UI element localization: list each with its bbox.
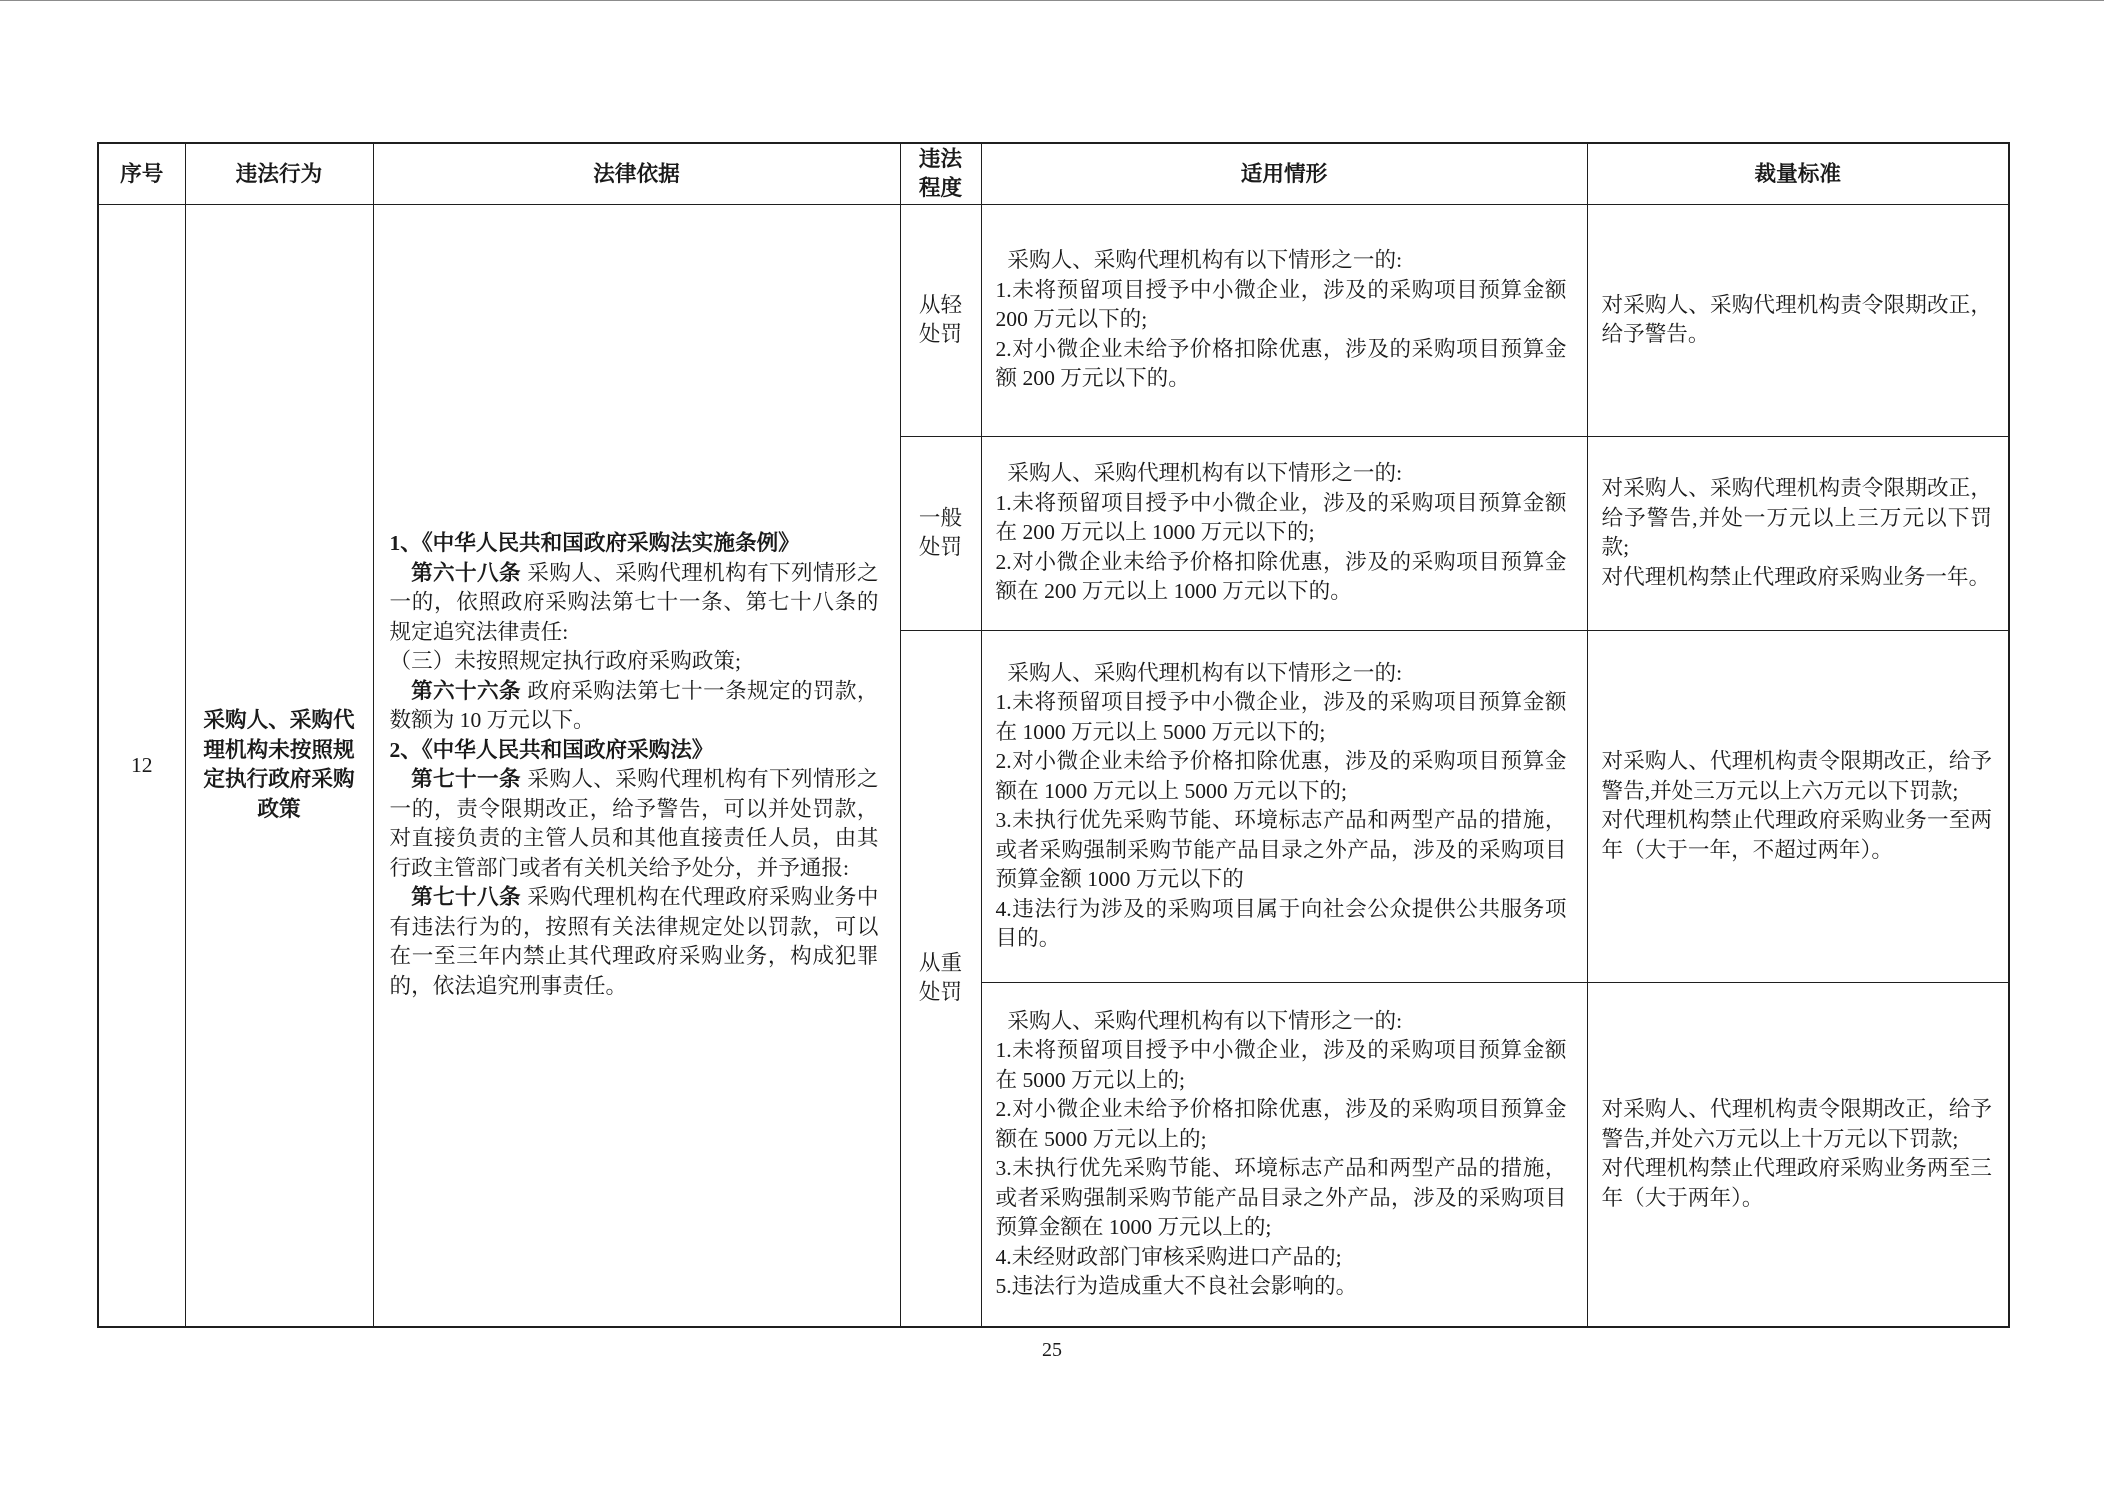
penalty-discretion-table: [97, 142, 2010, 1328]
header-degree: 违法程度: [900, 143, 981, 204]
article-number: 第七十一条: [411, 767, 521, 792]
article-number: 第七十八条: [411, 885, 521, 910]
legal-clause: （三）未按照规定执行政府采购政策;: [389, 649, 742, 674]
article-number: 第六十八条: [411, 560, 521, 585]
article-text: 采购人、采购代理机构有下列情形之一的，责令限期改正，给予警告，可以并处罚款，对直接负责的主管人员和其他直接责任人员，由其行政主管部门或者有关机关给予处分，并予通报:: [389, 767, 879, 880]
situation-intro: 采购人、采购代理机构有以下情形之一的:: [1007, 1008, 1403, 1033]
situation-item: 1.未将预留项目授予中小微企业，涉及的采购项目预算金额在 200 万元以上 1000 万元以下的;: [995, 490, 1567, 545]
legal-basis-cell: [373, 204, 900, 1327]
item-violation-cell: [185, 204, 373, 1327]
degree-cell-light: [900, 204, 981, 436]
item-violation: 采购人、采购代理机构未按照规定执行政府采购政策: [203, 708, 355, 821]
situation-item: 2.对小微企业未给予价格扣除优惠，涉及的采购项目预算金额在 200 万元以上 1000 万元以下的。: [995, 549, 1567, 604]
table-header-row: [98, 143, 2009, 204]
degree-label: 从重处罚: [918, 950, 963, 1005]
article-number: 第六十六条: [411, 678, 521, 703]
standard-item: 对采购人、代理机构责令限期改正，给予警告,并处三万元以上六万元以下罚款;: [1601, 749, 1992, 803]
standard-cell: [1587, 630, 2009, 982]
degree-cell-general: [900, 436, 981, 630]
standard-cell: [1587, 204, 2009, 436]
situation-item: 3.未执行优先采购节能、环境标志产品和两型产品的措施，或者采购强制采购节能产品目录之外产品，涉及的采购项目预算金额 1000 万元以下的: [995, 808, 1567, 891]
situation-intro: 采购人、采购代理机构有以下情形之一的:: [1007, 660, 1403, 685]
legal-article: [390, 883, 879, 1001]
standard-item: 对代理机构禁止代理政府采购业务一年。: [1601, 564, 1991, 589]
header-seq: 序号: [98, 143, 185, 204]
legal-source-title: 2、《中华人民共和国政府采购法》: [389, 737, 714, 762]
header-situation: 适用情形: [981, 143, 1587, 204]
item-seq-cell: [98, 204, 185, 1327]
legal-article: [390, 559, 879, 648]
article-text: 采购代理机构在代理政府采购业务中有违法行为的，按照有关法律规定处以罚款，可以在一至三年内禁止其代理政府采购业务，构成犯罪的，依法追究刑事责任。: [389, 885, 879, 998]
situation-item: 4.未经财政部门审核采购进口产品的;: [995, 1244, 1342, 1269]
item-seq: 12: [130, 752, 153, 777]
header-standard: 裁量标准: [1587, 143, 2009, 204]
situation-item: 3.未执行优先采购节能、环境标志产品和两型产品的措施，或者采购强制采购节能产品目录之外产品，涉及的采购项目预算金额在 1000 万元以上的;: [995, 1156, 1567, 1240]
situation-cell: [981, 436, 1587, 630]
header-violation: 违法行为: [185, 143, 373, 204]
legal-article: [390, 765, 879, 883]
page-top-edge: [0, 0, 2104, 1]
situation-item: 1.未将预留项目授予中小微企业，涉及的采购项目预算金额 200 万元以下的;: [995, 277, 1567, 332]
standard-item: 对采购人、代理机构责令限期改正，给予警告,并处六万元以上十万元以下罚款;: [1601, 1097, 1992, 1151]
degree-label: 从轻处罚: [918, 292, 963, 346]
situation-item: 2.对小微企业未给予价格扣除优惠，涉及的采购项目预算金额在 5000 万元以上的;: [995, 1097, 1567, 1151]
header-legal-basis: 法律依据: [373, 143, 900, 204]
article-text: 政府采购法第七十一条规定的罚款，数额为 10 万元以下。: [389, 678, 879, 733]
situation-intro: 采购人、采购代理机构有以下情形之一的:: [1007, 461, 1403, 486]
situation-item: 2.对小微企业未给予价格扣除优惠，涉及的采购项目预算金额 200 万元以下的。: [995, 336, 1567, 391]
page-number: 25: [1042, 1339, 1062, 1361]
situation-intro: 采购人、采购代理机构有以下情形之一的:: [1007, 248, 1403, 273]
standard-item: 对代理机构禁止代理政府采购业务两至三年（大于两年）。: [1601, 1156, 1992, 1210]
situation-cell: [981, 630, 1587, 982]
table-row: [98, 204, 2009, 436]
situation-item: 5.违法行为造成重大不良社会影响的。: [995, 1274, 1358, 1299]
legal-article: [390, 677, 879, 736]
situation-item: 1.未将预留项目授予中小微企业，涉及的采购项目预算金额在 5000 万元以上的;: [995, 1038, 1567, 1092]
legal-source-title: 1、《中华人民共和国政府采购法实施条例》: [389, 531, 800, 556]
standard-cell: [1587, 436, 2009, 630]
standard-cell: [1587, 982, 2009, 1327]
standard-item: 对采购人、采购代理机构责令限期改正，给予警告。: [1601, 292, 1992, 346]
degree-label: 一般处罚: [918, 505, 963, 559]
standard-item: 对采购人、采购代理机构责令限期改正，给予警告,并处一万元以上三万元以下罚款;: [1601, 476, 1992, 559]
situation-cell: [981, 204, 1587, 436]
article-text: 采购人、采购代理机构有下列情形之一的，依照政府采购法第七十一条、第七十八条的规定追究法律责任:: [389, 560, 879, 644]
situation-item: 4.违法行为涉及的采购项目属于向社会公众提供公共服务项目的。: [995, 896, 1567, 950]
degree-cell-heavy: [900, 630, 981, 1327]
situation-cell: [981, 982, 1587, 1327]
situation-item: 1.未将预留项目授予中小微企业，涉及的采购项目预算金额在 1000 万元以上 5000 万元以下的;: [995, 690, 1567, 744]
standard-item: 对代理机构禁止代理政府采购业务一至两年（大于一年，不超过两年）。: [1601, 808, 1992, 862]
situation-item: 2.对小微企业未给予价格扣除优惠，涉及的采购项目预算金额在 1000 万元以上 5000 万元以下的;: [995, 749, 1567, 803]
